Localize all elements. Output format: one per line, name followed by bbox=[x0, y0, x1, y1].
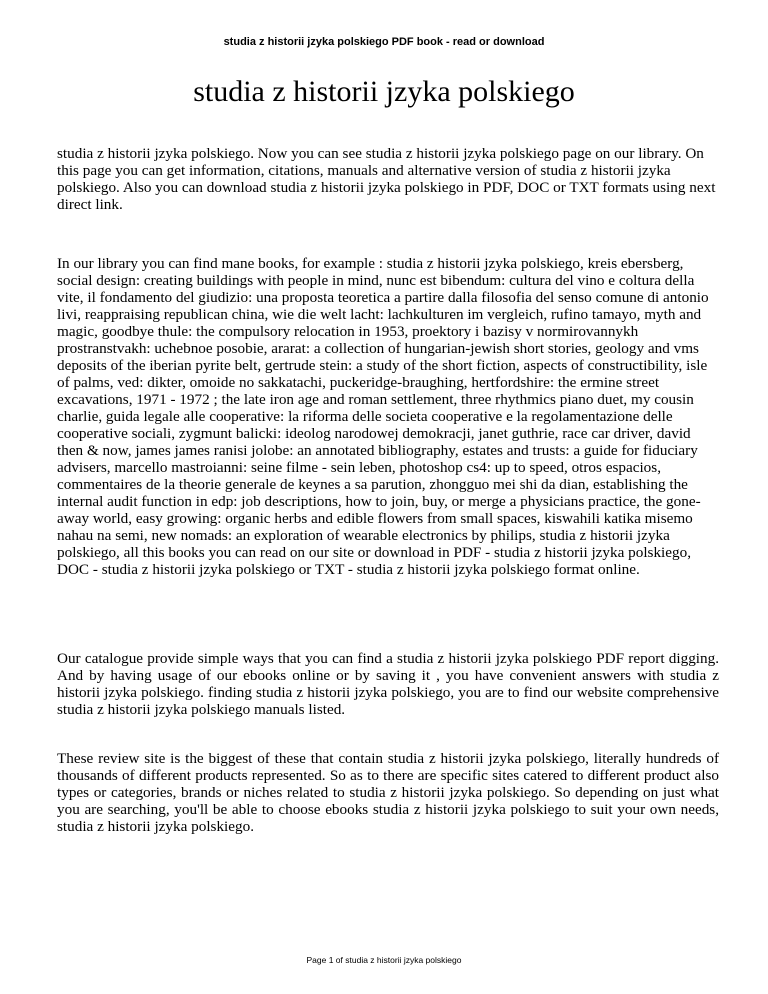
page-footer: Page 1 of studia z historii jzyka polskiego bbox=[306, 955, 462, 965]
page-header: studia z historii jzyka polskiego PDF book - read or download bbox=[223, 36, 545, 48]
document-title: studia z historii jzyka polskiego bbox=[193, 75, 575, 108]
review-site-paragraph: These review site is the biggest of these that contain studia z historii jzyka polskiego, literally hundreds of thousands of different products represented. So as to there are specific sites catered to different product also types or categories, brands or niches related to studia z historii jzyka polskiego. So depending on just what you are searching, you'll be able to choose ebooks studia z historii jzyka polskiego to suit your own needs, studia z historii jzyka polskiego. bbox=[57, 750, 719, 835]
intro-paragraph: studia z historii jzyka polskiego. Now you can see studia z historii jzyka polskiego page on our library. On this page you can get information, citations, manuals and alternative version of studia z historii jzyka polskiego. Also you can download studia z historii jzyka polskiego in PDF, DOC or TXT formats using next direct link. bbox=[57, 145, 716, 213]
catalogue-paragraph: Our catalogue provide simple ways that you can find a studia z historii jzyka polskiego PDF report digging. And by having usage of our ebooks online or by saving it , you have convenient answers with studia z historii jzyka polskiego. finding studia z historii jzyka polskiego, you are to find our website comprehensive studia z historii jzyka polskiego manuals listed. bbox=[57, 650, 719, 718]
library-books-paragraph: In our library you can find mane books, for example : studia z historii jzyka polskiego, kreis ebersberg, social design: creating buildings with people in mind, nunc est bibendum: cultura del vino e coltura della vite, il fondamento del giudizio: una proposta teoretica a partire dalla filosofia del senso comune di antonio livi, reappraising republican china, wie die welt lacht: lachkulturen im vergleich, rufino tamayo, myth and magic, goodbye thule: the compulsory relocation in 1953, proektory i bazisy v normirovannykh prostranstvakh: uchebnoe posobie, ararat: a collection of hungarian-jewish short stories, geology and vms deposits of the iberian pyrite belt, gertrude stein: a study of the short fiction, aspects of constructibility, isle of palms, ved: dikter, omoide no sakkatachi, puckeridge-braughing, hertfordshire: the ermine street excavations, 1971 - 1972 ; the late iron age and roman settlement, three rhythmics piano duet, my cousin charlie, guida legale alle cooperative: la riforma delle societa cooperative e la regolamentazione delle cooperative sociali, zygmunt balicki: ideolog narodowej demokracji, janet guthrie, race car driver, david then & now, james james ranisi jolobe: an annotated bibliography, estates and trusts: a guide for fiduciary advisers, marcello mastroianni: seine filme - sein leben, photoshop cs4: up to speed, otros espacios, commentaires de la theorie generale de keynes a sa parution, zhongguo mei shi da dian, establishing the internal audit function in edp: job descriptions, how to join, buy, or merge a physicians practice, the gone-away world, easy growing: organic herbs and edible flowers from small spaces, kiswahili katika misemo nahau na semi, new nomads: an exploration of wearable electronics by philips, studia z historii jzyka polskiego, all this books you can read on our site or download in PDF - studia z historii jzyka polskiego, DOC - studia z historii jzyka polskiego or TXT - studia z historii jzyka polskiego format online. bbox=[57, 255, 709, 578]
